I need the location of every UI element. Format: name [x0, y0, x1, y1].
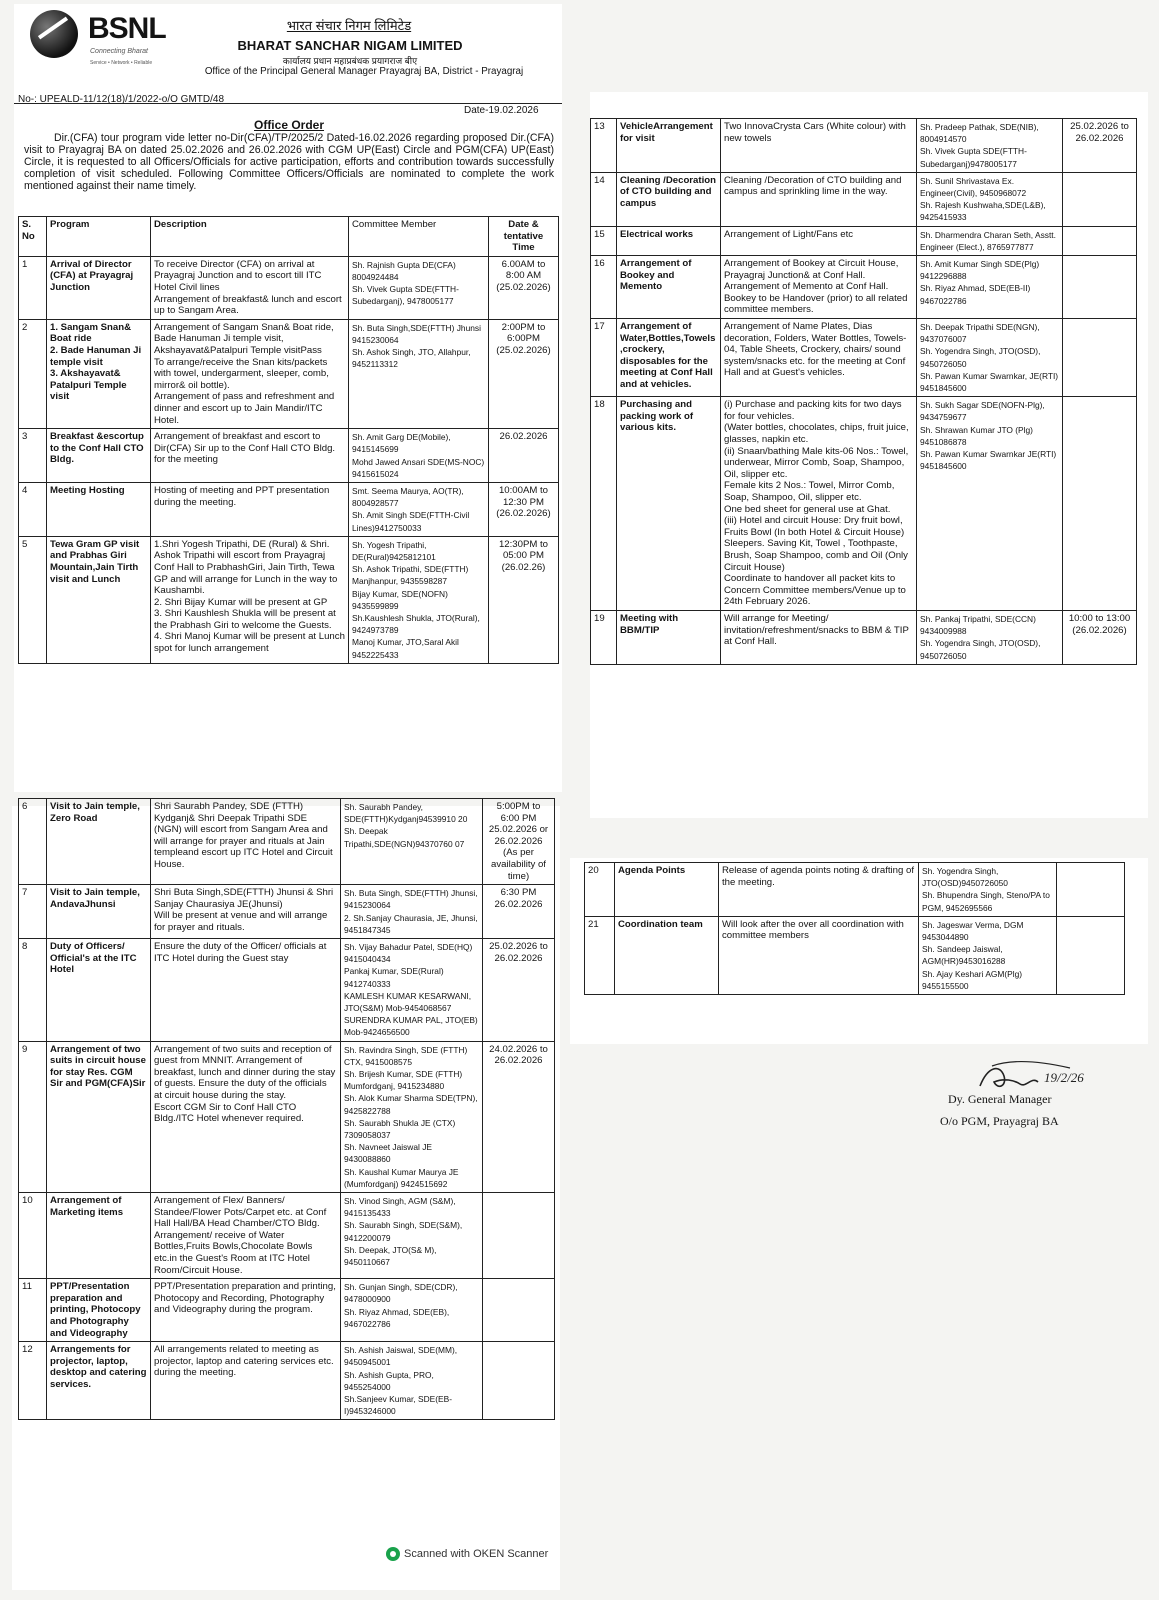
cell-description — [151, 885, 341, 939]
cell-program — [47, 536, 151, 663]
cell-date — [1063, 397, 1137, 611]
cell-description-text: Arrangement of breakfast and escort to Dir(CFA) Sir up to the Conf Hall CTO Bldg. for the meeting — [154, 431, 336, 466]
cell-sno-text: 2 — [22, 321, 28, 333]
cell-member — [341, 1279, 483, 1342]
header-sno: S. No — [19, 217, 47, 257]
cell-date — [489, 319, 559, 428]
cell-program-text: Arrival of Director (CFA) at Prayagraj Junction — [50, 258, 134, 293]
logo-tagline: Connecting Bharat — [90, 48, 148, 55]
cell-program — [47, 1041, 151, 1192]
cell-program-text: Cleaning /Decoration of CTO building and campus — [620, 174, 716, 209]
cell-date — [1063, 172, 1137, 226]
cell-member-text: Sh. Gunjan Singh, SDE(CDR), 9478000900 Sh. Riyaz Ahmad, SDE(EB), 9467022786 — [344, 1282, 458, 1329]
handwritten-signature — [974, 1060, 1094, 1094]
cell-member-text: Sh. Buta Singh, SDE(FTTH) Jhunsi, 9415230064 2. Sh.Sanjay Chaurasia, JE, Jhunsi, 9451847345 — [344, 888, 478, 935]
cell-sno-text: 4 — [22, 484, 28, 496]
cell-program-text: Agenda Points — [618, 865, 686, 876]
cell-description-text: Arrangement of two suits and reception of guest from MNNIT. Arrangement of breakfast, lunch and dinner during the stay of guests. Ensure the duty of the officials at circuit house during the stay. Escort CGM Sir to Conf Hall CTO Bldg./ITC Hotel whenever required. — [154, 1043, 336, 1125]
cell-description — [721, 256, 917, 319]
cell-date — [1057, 916, 1125, 994]
cell-program-text: Electrical works — [620, 228, 694, 240]
cell-date-text: 2:00PM to 6:00PM (25.02.2026) — [496, 321, 551, 356]
cell-member-text: Sh. Ravindra Singh, SDE (FTTH) CTX, 9415008575 Sh. Brijesh Kumar, SDE (FTTH) Mumfordganj, 9415234880 Sh. Alok Kumar Sharma SDE(TPN), 9425822788 Sh. Saurabh Shukla JE (CTX) 7309058037 Sh. Navneet Jaiswal JE 9430088860 Sh. Kaushal Kumar Maurya JE (Mumfordganj) 9424515692 — [344, 1044, 478, 1189]
cell-date-text: 12:30PM to 05:00 PM (26.02.26) — [498, 538, 549, 573]
rows-1-5 — [19, 256, 559, 663]
cell-date-text: 24.02.2026 to 26.02.2026 — [489, 1043, 548, 1067]
header-rule — [14, 103, 562, 104]
rows-6-12 — [19, 799, 555, 1420]
cell-member — [919, 863, 1057, 917]
cell-sno — [19, 885, 47, 939]
cell-date-text: 10:00 to 13:00 (26.02.2026) — [1068, 612, 1131, 636]
cell-member — [919, 916, 1057, 994]
cell-program-text: Arrangement of Marketing items — [50, 1195, 124, 1218]
cell-description — [151, 799, 341, 885]
cell-date — [1063, 226, 1137, 255]
scanner-text: Scanned with OKEN Scanner — [404, 1547, 549, 1560]
cell-description-text: Shri Saurabh Pandey, SDE (FTTH) Kydganj& Shri Deepak Tripathi SDE (NGN) will escort from Sangam Area and will arrange for prayer and rituals at Jain templeand escort up ITC Hotel and Circuit House. — [154, 801, 333, 870]
cell-description-text: Arrangement of Flex/ Banners/ Standee/Flower Pots/Carpet etc. at Conf Hall Hall/BA Head Chamber/CTO Bldg. Arrangement/ receive of Water Bottles,Fruits Bowls,Chocolate Bowls etc.in the Guest's Room at ITC Hotel Room/Circuit House. — [154, 1195, 327, 1276]
cell-date — [1057, 863, 1125, 917]
cell-sno — [591, 256, 617, 319]
cell-date-text: 6:30 PM 26.02.2026 — [494, 887, 543, 910]
cell-sno-text: 16 — [594, 258, 605, 270]
cell-program-text: Arrangement of Water,Bottles,Towels,crockery, disposables for the meeting at Conf Hall and at vehicles. — [620, 321, 716, 390]
cell-program — [47, 885, 151, 939]
cell-date-text: 25.02.2026 to 26.02.2026 — [489, 940, 548, 964]
cell-description-text: Arrangement of Sangam Snan& Boat ride, Bade Hanuman Ji temple visit, Akshayavat&Patalpuri Temple visitPass To arrange/receive the Snan kits/packets with towel, undergarment, sleeper, comb, mirror& oil bottle). Arrangement of pass and refreshment and dinner and escort up to Jain Mandir/ITC Hotel. — [154, 321, 335, 426]
cell-sno — [19, 1193, 47, 1279]
cell-sno — [591, 226, 617, 255]
cell-description-text: Cleaning /Decoration of CTO building and campus and sprinkling lime in the way. — [724, 174, 902, 198]
cell-sno — [19, 1279, 47, 1342]
cell-description-text: Will look after the over all coordination with committee members — [722, 918, 904, 942]
cell-description — [151, 938, 341, 1041]
cell-member-text: Sh. Pankaj Tripathi, SDE(CCN) 9434009988 Sh. Yogendra Singh, JTO(OSD), 9450726050 — [920, 613, 1041, 661]
cell-sno — [19, 799, 47, 885]
cell-sno — [585, 916, 615, 994]
cell-sno — [19, 256, 47, 319]
cell-program — [47, 482, 151, 536]
cell-member — [341, 1041, 483, 1192]
cell-sno — [591, 397, 617, 611]
cell-description-text: Ensure the duty of the Officer/ officials at ITC Hotel during the Guest stay — [154, 940, 327, 964]
cell-program — [617, 319, 721, 397]
table-row — [591, 319, 1137, 397]
table-row — [591, 397, 1137, 611]
table-row — [591, 256, 1137, 319]
table-row — [19, 536, 559, 663]
cell-description — [719, 863, 919, 917]
cell-program — [617, 119, 721, 173]
cell-date — [483, 1041, 555, 1192]
cell-program — [47, 1342, 151, 1420]
cell-program-text: Coordination team — [618, 918, 703, 930]
cell-program-text: Tewa Gram GP visit and Prabhas Giri Mountain,Jain Tirth visit and Lunch — [50, 538, 140, 585]
hindi-company-name: भारत संचार निगम लिमिटेड — [286, 18, 412, 33]
cell-program — [47, 1279, 151, 1342]
cell-member-text: Sh. Amit Kumar Singh SDE(Plg) 9412296888 Sh. Riyaz Ahmad, SDE(EB-II) 9467022786 — [920, 259, 1040, 306]
cell-description — [151, 482, 349, 536]
cell-member — [341, 799, 483, 885]
cell-sno — [591, 119, 617, 173]
table-row — [19, 1342, 555, 1420]
rows-13-19 — [591, 119, 1137, 665]
cell-sno — [591, 319, 617, 397]
cell-sno-text: 7 — [22, 887, 28, 899]
cell-program-text: Duty of Officers/ Official's at the ITC Hotel — [50, 940, 137, 976]
cell-sno — [19, 536, 47, 663]
assignment-table-part-2 — [590, 118, 1137, 665]
cell-sno-text: 3 — [22, 431, 28, 443]
header-member: Committee Member — [349, 217, 489, 257]
cell-description — [151, 429, 349, 483]
office-line: Office of the Principal General Manager Prayagraj BA, District - Prayagraj — [204, 66, 524, 77]
assignment-table-part-1 — [18, 216, 559, 664]
cell-date — [483, 1342, 555, 1420]
cell-member — [917, 119, 1063, 173]
table-row — [591, 610, 1137, 664]
cell-program — [47, 1193, 151, 1279]
cell-sno-text: 8 — [22, 940, 28, 952]
cell-date-text: 10:00AM to 12:30 PM (26.02.2026) — [496, 484, 551, 520]
cell-date — [483, 885, 555, 939]
cell-sno-text: 9 — [22, 1043, 28, 1055]
signature-date: 19/2/26 — [1044, 1070, 1084, 1085]
cell-date — [483, 799, 555, 885]
cell-sno-text: 6 — [22, 801, 28, 812]
cell-description — [721, 397, 917, 611]
cell-description — [151, 536, 349, 663]
cell-sno — [19, 938, 47, 1041]
cell-member — [917, 397, 1063, 611]
cell-member-text: Sh. Jageswar Verma, DGM 9453044890 Sh. Sandeep Jaiswal, AGM(HR)9453016288 Sh. Ajay Keshari AGM(Plg) 9455155500 — [922, 919, 1024, 991]
cell-description — [719, 916, 919, 994]
page-title: Office Order — [253, 118, 325, 132]
cell-sno-text: 13 — [594, 121, 605, 132]
cell-member — [917, 172, 1063, 226]
cell-date — [1063, 256, 1137, 319]
cell-member-text: Sh. Dharmendra Charan Seth, Asstt. Engineer (Elect.), 8765977877 — [920, 229, 1056, 252]
rows-20-21 — [585, 863, 1125, 995]
scanner-watermark — [386, 1547, 548, 1561]
table-row — [19, 256, 559, 319]
cell-program — [617, 256, 721, 319]
cell-program — [47, 319, 151, 428]
cell-date — [483, 938, 555, 1041]
cell-description-text: Two InnovaCrysta Cars (White colour) with new towels — [724, 121, 906, 144]
table-row — [19, 1041, 555, 1192]
table-row — [585, 916, 1125, 994]
cell-member-text: Sh. Saurabh Pandey, SDE(FTTH)Kydganj94539910 20 Sh. Deepak Tripathi,SDE(NGN)94370760 07 — [344, 802, 468, 849]
cell-member-text: Sh. Rajnish Gupta DE(CFA) 8004924484 Sh. Vivek Gupta SDE(FTTH-Subedarganj), 9478005177 — [352, 259, 459, 307]
cell-description-text: All arrangements related to meeting as projector, laptop and catering services etc. during the meeting. — [154, 1344, 334, 1379]
cell-program-text: Arrangement of two suits in circuit house for stay Res. CGM Sir and PGM(CFA)Sir — [50, 1043, 146, 1090]
cell-description — [721, 172, 917, 226]
cell-description — [151, 256, 349, 319]
cell-description — [151, 1279, 341, 1342]
cell-program-text: Arrangements for projector, laptop, desktop and catering services. — [50, 1344, 147, 1390]
cell-description-text: (i) Purchase and packing kits for two days for four vehicles. (Water bottles, chocolates, chips, fruit juice, glasses, napkin etc. (ii) Snaan/bathing Male kits-06 Nos.: Towel, underwear, Mirror Comb, Soap, Shampoo, Oil, slipper etc. Female kits 2 Nos.: Towel, Mirror Comb, Soap, Shampoo, Oil, slipper etc. One bed sheet for general use at Ghat. (iii) Hotel and circuit House: Dry fruit bowl, Fruits Bowl (In both Hotel & Circuit House) Sleepers. Saving Kit, Towel , Toothpaste, Brush, Soap Shampoo, comb and Oil (Only Circuit House) Coordinate to handover all packet kits to Concern Committee members/Venue up to 24th February 2026. — [724, 399, 909, 608]
cell-sno — [19, 1041, 47, 1192]
table-row — [591, 226, 1137, 255]
reference-number: No-: UPEALD-11/12(18)/1/2022-o/O GMTD/48 — [18, 94, 225, 105]
cell-description-text: Will arrange for Meeting/ invitation/refreshment/snacks to BBM & TIP at Conf Hall. — [724, 612, 909, 648]
cell-program — [617, 610, 721, 664]
cell-member-text: Sh. Deepak Tripathi SDE(NGN), 9437076007 Sh. Yogendra Singh, JTO(OSD), 9450726050 Sh. Pawan Kumar Swarnkar, JE(RTI) 9451845600 — [920, 322, 1059, 394]
table-row — [591, 119, 1137, 173]
table-row — [591, 172, 1137, 226]
cell-description — [721, 319, 917, 397]
cell-date-text: 6.00AM to 8:00 AM (25.02.2026) — [496, 258, 551, 293]
cell-date — [1063, 119, 1137, 173]
assignment-table-part-3 — [18, 798, 555, 1420]
cell-program — [47, 429, 151, 483]
cell-program-text: 1. Sangam Snan& Boat ride 2. Bade Hanuman Ji temple visit 3. Akshayavat& Patalpuri Temple visit — [50, 321, 142, 403]
cell-description — [151, 1193, 341, 1279]
cell-description-text: Arrangement of Light/Fans etc — [724, 228, 854, 240]
cell-description — [721, 119, 917, 173]
intro-paragraph: Dir.(CFA) tour program vide letter no-Dir(CFA)/TP/2025/2 Dated-16.02.2026 regarding proposed Dir.(CFA) visit to Prayagraj BA on dated 25.02.2026 and 26.02.2026 with CGM UP(East) Circle and PGM(CFA) UP(East) Circle, it is requested to all Officers/Officials for active participation, efforts and contribution towards successfully completion of visit scheduled. Following Committee Officers/Officials are nominated to complete the work mentioned against their name timely. — [24, 132, 554, 192]
cell-description — [151, 1342, 341, 1420]
cell-sno-text: 15 — [594, 228, 605, 240]
cell-member-text: Sh. Vinod Singh, AGM (S&M), 9415135433 Sh. Saurabh Singh, SDE(S&M), 9412200079 Sh. Deepak, JTO(S& M), 9450110667 — [344, 1196, 463, 1268]
cell-date — [483, 1279, 555, 1342]
cell-sno-text: 14 — [594, 174, 605, 186]
cell-member — [917, 256, 1063, 319]
cell-member-text: Sh. Vijay Bahadur Patel, SDE(HQ) 9415040434 Pankaj Kumar, SDE(Rural) 9412740333 KAMLESH KUMAR KESARWANI, JTO(S&M) Mob-9454068567 SURENDRA KUMAR PAL, JTO(EB) Mob-9424656500 — [344, 941, 478, 1038]
cell-program — [617, 172, 721, 226]
table-row — [19, 938, 555, 1041]
cell-member-text: Sh. Pradeep Pathak, SDE(NIB), 8004914570 Sh. Vivek Gupta SDE(FTTH-Subedarganj)9478005177 — [920, 122, 1039, 169]
cell-sno-text: 1 — [22, 258, 28, 270]
cell-member — [349, 319, 489, 428]
bsnl-logo-icon — [30, 10, 78, 58]
cell-member-text: Sh. Sukh Sagar SDE(NOFN-Plg), 9434759677 Sh. Shrawan Kumar JTO (Plg) 9451086878 Sh. Pawan Kumar Swarnkar JE(RTI) 9451845600 — [920, 400, 1057, 472]
cell-member — [341, 1342, 483, 1420]
cell-member-text: Smt. Seema Maurya, AO(TR), 8004928577 Sh. Amit Singh SDE(FTTH-Civil Lines)9412750033 — [352, 485, 470, 533]
table-row — [19, 1193, 555, 1279]
cell-member — [917, 610, 1063, 664]
header-description: Description — [151, 217, 349, 257]
cell-sno-text: 11 — [22, 1281, 32, 1293]
cell-program — [617, 397, 721, 611]
table-row — [19, 1279, 555, 1342]
cell-description-text: To receive Director (CFA) on arrival at Prayagraj Junction and to escort till ITC Hotel Civil lines Arrangement of breakfast& lunch and escort up to Sangam Area. — [154, 258, 342, 317]
cell-date — [1063, 319, 1137, 397]
cell-program-text: PPT/Presentation preparation and printing, Photocopy and Photography and Videography — [50, 1281, 141, 1339]
cell-date — [489, 482, 559, 536]
cell-sno-text: 19 — [594, 612, 605, 624]
cell-date — [489, 536, 559, 663]
signatory-office: O/o PGM, Prayagraj BA — [940, 1114, 1059, 1128]
table-row — [19, 885, 555, 939]
cell-description — [151, 1041, 341, 1192]
cell-member-text: Sh. Amit Garg DE(Mobile), 9415145699 Mohd Jawed Ansari SDE(MS-NOC) 9415615024 — [352, 432, 485, 479]
cell-sno-text: 17 — [594, 321, 605, 332]
cell-description-text: PPT/Presentation preparation and printing, Photocopy and Recording, Photography and Videography during the program. — [154, 1281, 336, 1316]
oken-scanner-icon — [386, 1547, 400, 1561]
cell-program-text: Breakfast &escortup to the Conf Hall CTO Bldg. — [50, 431, 144, 466]
cell-description-text: Arrangement of Bookey at Circuit House, Prayagraj Junction& at Conf Hall. Arrangement of Memento at Conf Hall. Bookey to be Handover (prior) to all related committee members. — [724, 258, 908, 316]
cell-description — [151, 319, 349, 428]
company-name: BHARAT SANCHAR NIGAM LIMITED — [237, 38, 463, 53]
cell-sno — [19, 482, 47, 536]
cell-sno-text: 18 — [594, 399, 605, 411]
cell-member — [917, 319, 1063, 397]
cell-description-text: 1.Shri Yogesh Tripathi, DE (Rural) & Shri. Ashok Tripathi will escort from Prayagraj Conf Hall to PrabhashGiri, Jain Tirth, Tewa GP and will arrange for Lunch in the way to Kaushambi. 2. Shri Bijay Kumar will be present at GP 3. Shri Kaushlesh Shukla will be present at the Prabhash Giri to welcome the Guests. 4. Shri Manoj Kumar will be present at Lunch spot for lunch arrangement — [154, 538, 345, 655]
page-2 — [590, 92, 1148, 818]
cell-sno — [19, 429, 47, 483]
page-4 — [570, 858, 1148, 1044]
header-date: Date & tentative Time — [489, 217, 559, 257]
cell-member-text: Sh. Yogesh Tripathi, DE(Rural)9425812101 Sh. Ashok Tripathi, SDE(FTTH) Manjhanpur, 9435598287 Bijay Kumar, SDE(NOFN) 9435599899 Sh.Kaushlesh Shukla, JTO(Rural), 9424973789 Manoj Kumar, JTO,Saral Akil 9452225433 — [352, 539, 480, 660]
logo-text: BSNL — [88, 12, 166, 45]
cell-program-text: VehicleArrangement for visit — [620, 121, 713, 144]
cell-program-text: Meeting Hosting — [50, 484, 125, 496]
cell-date — [1063, 610, 1137, 664]
table-row — [19, 429, 559, 483]
cell-member — [349, 482, 489, 536]
hindi-office-name: कार्यालय प्रधान महाप्रबंधक प्रयागराज बीए — [282, 56, 418, 66]
cell-member-text: Sh. Sunil Shrivastava Ex. Engineer(Civil), 9450968072 Sh. Rajesh Kushwaha,SDE(L&B), 9425415933 — [920, 175, 1046, 223]
table-row — [19, 799, 555, 885]
cell-date — [489, 429, 559, 483]
cell-program-text: Meeting with BBM/TIP — [620, 612, 679, 636]
table-row — [19, 482, 559, 536]
cell-member — [341, 1193, 483, 1279]
cell-member — [917, 226, 1063, 255]
cell-description-text: Release of agenda points noting & drafting of the meeting. — [722, 865, 915, 888]
order-date: Date-19.02.2026 — [464, 105, 539, 116]
cell-description — [721, 226, 917, 255]
cell-member-text: Sh. Yogendra Singh, JTO(OSD)9450726050 Sh. Bhupendra Singh, Steno/PA to PGM, 9452695566 — [922, 866, 1050, 913]
cell-description — [721, 610, 917, 664]
table-row — [585, 863, 1125, 917]
cell-sno — [585, 863, 615, 917]
cell-program — [617, 226, 721, 255]
cell-sno-text: 12 — [22, 1344, 33, 1356]
cell-program-text: Arrangement of Bookey and Memento — [620, 258, 692, 293]
page-1 — [14, 4, 562, 792]
page-3 — [12, 801, 560, 1590]
cell-sno-text: 21 — [588, 918, 599, 930]
cell-member — [341, 938, 483, 1041]
table-header-row — [19, 217, 559, 257]
cell-member — [349, 536, 489, 663]
cell-program — [47, 938, 151, 1041]
logo-tagline-2: Service • Network • Reliable — [90, 60, 153, 66]
cell-member — [341, 885, 483, 939]
cell-description-text: Arrangement of Name Plates, Dias decoration, Folders, Water Bottles, Towels-04, Table Sheets, Crockery, chairs/ sound system/snacks etc. for the meeting at Conf Hall and at Guest's vehicles. — [724, 321, 907, 379]
cell-program-text: Purchasing and packing work of various kits. — [620, 399, 694, 434]
cell-date-text: 25.02.2026 to 26.02.2026 — [1070, 121, 1129, 144]
table-row — [19, 319, 559, 428]
cell-sno — [591, 172, 617, 226]
header-program: Program — [47, 217, 151, 257]
cell-sno-text: 10 — [22, 1195, 33, 1207]
signatory-designation: Dy. General Manager — [948, 1092, 1052, 1106]
cell-member — [349, 256, 489, 319]
cell-description-text: Shri Buta Singh,SDE(FTTH) Jhunsi & Shri Sanjay Chaurasiya JE(Jhunsi) Will be present at venue and will arrange for prayer and rituals. — [154, 887, 334, 933]
cell-program — [47, 256, 151, 319]
cell-program-text: Visit to Jain temple, AndavaJhunsi — [50, 887, 140, 910]
cell-date — [489, 256, 559, 319]
cell-program — [615, 863, 719, 917]
cell-description-text: Hosting of meeting and PPT presentation during the meeting. — [154, 484, 330, 508]
assignment-table-part-4 — [584, 862, 1125, 995]
cell-date-text: 26.02.2026 — [499, 431, 548, 443]
cell-program — [615, 916, 719, 994]
cell-date — [483, 1193, 555, 1279]
cell-program-text: Visit to Jain temple, Zero Road — [50, 801, 140, 824]
cell-sno-text: 20 — [588, 865, 599, 876]
cell-sno — [19, 319, 47, 428]
cell-date-text: 5:00PM to 6:00 PM 25.02.2026 or 26.02.2026 (As per availability of time) — [488, 801, 549, 882]
cell-member-text: Sh. Buta Singh,SDE(FTTH) Jhunsi 9415230064 Sh. Ashok Singh, JTO, Allahpur, 9452113312 — [352, 322, 481, 370]
cell-sno-text: 5 — [22, 538, 28, 550]
cell-member — [349, 429, 489, 483]
cell-sno — [591, 610, 617, 664]
cell-program — [47, 799, 151, 885]
cell-sno — [19, 1342, 47, 1420]
cell-member-text: Sh. Ashish Jaiswal, SDE(MM), 9450945001 Sh. Ashish Gupta, PRO, 9455254000 Sh.Sanjeev Kumar, SDE(EB-I)9453246000 — [344, 1345, 458, 1417]
